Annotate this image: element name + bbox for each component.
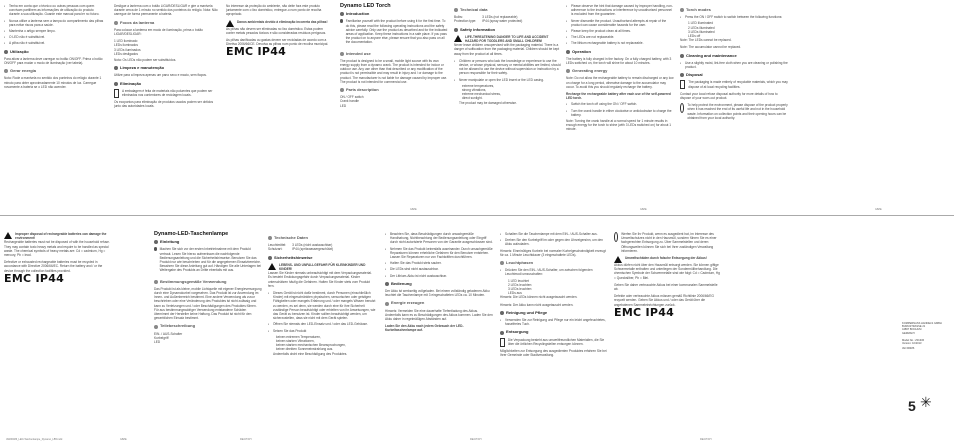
manufacturer-line: BURGSTRASSE 21	[902, 325, 926, 329]
note: Hinweis: Einminütiges Kurbeln bei normaler Kurbelgeschwindigkeit erzeugt für ca. 1 Minute Leuchtdauer (3 eingeschaltete LEDs).	[500, 248, 606, 257]
section-heading: Bedienung	[385, 282, 493, 286]
page-de-2	[268, 232, 376, 359]
page-footer: GB/IE	[875, 208, 882, 211]
bullet-icon	[114, 82, 118, 86]
paragraph: The product is designed to be a small, mobile light source with its own energy supply from a dynamo crank. The product is intended for indoor or outdoor use. Any use other than that described or any modification of the product is not permissible and may result in injury and / or damage to the product. The manufacturer is not liable for damage caused by improper use. The product is not intended for commercial use.	[340, 58, 448, 84]
danger-title: LIFE-THREATENING DANGER TO LIFE AND ACCIDENT HAZARD FOR TODDLERS AND SMALL CHILDREN!	[465, 34, 549, 44]
torch-icon	[340, 19, 343, 23]
paragraph: Hinweis: Vermeiden Sie eine dauerhafte Tiefentladung des Akkus. Andernfalls kann es zu Beschädigungen des Akkus kommen. Laden Sie den Akku daher in regelmäßigen Abständen auf.	[385, 308, 493, 322]
list-item: ▪ O LED não é substituível.	[4, 35, 104, 39]
paragraph: No interesse da proteção do ambiente, não deite fora este produto juntamente com o lixo doméstico, entregue-o num ponto de recolha apropriado.	[226, 4, 322, 17]
bin-icon	[680, 103, 684, 113]
section-heading: Intended use	[340, 52, 448, 56]
list-item: ▪ Setzen Sie das Produkt	[268, 329, 376, 333]
list-item: ▪ Drücken Sie den EIN- / AUS-Schalter, um zwischen folgenden Leuchtmodi umzuschalten:	[500, 268, 608, 276]
recycle-icon	[500, 338, 505, 347]
list-item: ▪ Nunca utilize a lanterna sem a tampa do compartimento das pilhas para evitar riscos para a saúde.	[4, 19, 104, 27]
ip44-logo: IP44	[257, 45, 287, 59]
bin-icon	[614, 232, 618, 242]
page-pt-2	[114, 4, 219, 112]
note: Note: Turning the crank handle at a normal speed for 1 minute results in enough energy for the torch to shine (with 3 LEDs switched on) for about 1 minute.	[566, 119, 672, 132]
mode-item: 1 LED iluminado	[114, 39, 138, 44]
section-heading: Energie erzeugen	[385, 301, 493, 305]
paragraph: Werfen Sie Ihr Produkt, wenn es ausgedient hat, im Interesse des Umweltschutzes nicht in den Hausmüll, sondern führen Sie es einer fachgerechten Entsorgung zu. Über Sammelstellen und deren Öffnungszeiten können Sie sich bei Ihrer zuständigen Verwaltung informieren.	[621, 232, 717, 253]
section-heading: Reinigung und Pflege	[500, 311, 608, 315]
list-item: ▪ Die LEDs sind nicht austauschbar.	[385, 267, 493, 271]
bullet-icon	[500, 311, 504, 315]
page-gb-4	[680, 4, 788, 123]
section-heading: Focos da lanterna	[114, 21, 219, 25]
paragraph: Der Akku ist werkseitig vollgeladen. Bei einem vollständig geladenen Akku leuchtet die Taschenlampe mit 3 eingeschalteten LEDs ca. 10 Minuten.	[385, 289, 490, 298]
page-pt-1	[4, 4, 104, 92]
page-footer: DE/AT/CH	[470, 438, 482, 441]
page-gb-5	[4, 232, 112, 285]
list-item: keinen starken Vibrationen,	[276, 339, 315, 344]
section-heading: Utilização	[4, 50, 104, 54]
section-heading: Limpeza e manutenção	[114, 66, 219, 70]
part-item: LED	[340, 103, 347, 108]
paragraph: Lassen Sie Kinder niemals unbeaufsichtigt mit dem Verpackungsmaterial. Es besteht Erstickungsgefahr durch Verpackungsmaterial. Kinder unterschätzen häufig die Gefahren. Halten Sie Kinder stets vom Produkt fern.	[268, 271, 372, 288]
bullet-icon	[340, 12, 344, 16]
note: Hinweis: Die LEDs können nicht ausgetauscht werden.	[500, 295, 578, 300]
torch-icon	[154, 247, 157, 251]
section-heading: Einleitung	[154, 240, 262, 244]
list-item: ▪ Öffnen Sie niemals den LED-Einsatz und / oder das LED-Gehäuse.	[268, 322, 376, 326]
table-row: Leuchtmittel: 3 LEDs (nicht austauschbar)	[268, 243, 333, 248]
mode-item: 3 LEDs leuchten	[508, 287, 532, 292]
page-gb-1	[340, 4, 448, 108]
paragraph: As pilhas danificadas ou gastas devem ser recicladas de acordo com a Diretiva 2006/66/CE. Devolva as pilhas num ponto de recolha municipal.	[226, 38, 329, 47]
bullet-icon	[385, 302, 389, 306]
list-item: ▪ Beachten Sie, dass Beschädigungen durch unsachgemäße Handhabung, Nichtbeachtung der Bedienungsanleitung oder Eingriff durch nicht autorisierte Personen von der Garantie ausgeschlossen sind.	[385, 232, 493, 245]
bullet-icon	[114, 66, 118, 70]
list-item: direct sunlight.	[462, 96, 483, 101]
bullet-icon	[680, 54, 684, 58]
paragraph: Desligue a lanterna com o botão LIGAR/DESLIGAR e gire a manivela durante cerca de 1 minuto no sentido dos ponteiros do relógio. Nota: Não carregue de forma permanente a bateria.	[114, 4, 218, 17]
page-footer: GB/IE	[120, 438, 127, 441]
paragraph: Contact your local refuse disposal authority for more details of how to dispose of your worn-out product.	[680, 91, 778, 101]
section-heading: Gerar energia	[4, 69, 104, 73]
mode-item: 3 LEDs illuminated	[688, 29, 715, 34]
warning-title: Improper disposal of rechargeable batteries can damage the environment!	[15, 232, 107, 241]
paragraph: A embalagem é feita de materiais não poluentes que podem ser eliminados nos contentores de reciclagem locais.	[122, 88, 213, 98]
manufacturer-line: 44867 BOCHUM	[902, 328, 922, 332]
recycle-icon	[114, 89, 119, 98]
manufacturer-info	[902, 322, 950, 350]
list-item: ▪ Press the ON / OFF switch to switch between the following functions:	[680, 15, 788, 19]
section-heading: Disposal	[680, 73, 788, 77]
page-de-1	[154, 232, 262, 344]
danger-title: LEBENS- UND UNFALLGEFAHR FÜR KLEINKINDER UND KINDER!	[279, 262, 366, 272]
warning-icon	[454, 35, 462, 42]
section-heading: Technical data	[454, 8, 562, 12]
part-item: ON / OFF switch	[340, 95, 364, 100]
paragraph: The packaging is made entirely of recyclable materials, which you may dispose of at local recycling facilities.	[688, 80, 788, 89]
model-number: Model No.: Z31336	[902, 338, 925, 342]
recharge-title: Recharge the rechargeable battery after each use of the self-powered LED torch.	[566, 92, 671, 101]
emc-logo: EMC	[614, 305, 642, 319]
warning-icon	[268, 263, 276, 270]
page-de-3	[385, 232, 493, 333]
paragraph: Die Verpackung besteht aus umweltfreundlichen Materialien, die Sie über die örtlichen Recyclingstellen entsorgen können.	[507, 337, 605, 346]
mode-item: LEDs desligados	[114, 51, 138, 56]
section-heading: Operation	[566, 50, 674, 54]
paragraph: Familiarise yourself with the product before using it for the first time. To do this, please read the following operating instructions and the safety advice carefully. Only use the product as described and for the indicated areas of application. Keep these instructions in a safe place. If you pass the product on to anyone else, please ensure that you also pass on all the documentation.	[345, 19, 448, 45]
section-heading: Technische Daten	[268, 236, 376, 240]
warning-icon	[614, 256, 622, 263]
section-heading: Parts description	[340, 88, 448, 92]
bullet-icon	[340, 52, 344, 56]
ian-number: IAN 96486	[902, 347, 915, 351]
page-de-4	[500, 232, 608, 360]
bullet-icon	[4, 69, 8, 73]
note: Nota: Os LEDs não podem ser substituídos.	[114, 58, 177, 63]
list-item: ▪ Never dismantle the product. Unauthorised attempts at repair of the product can cause considerable hazards for the user.	[566, 19, 674, 27]
bullet-icon	[154, 325, 158, 329]
table-row: Bulbs: 3 LEDs (not replaceable)	[454, 15, 518, 20]
paragraph: Para colocar a lanterna em modo de iluminação, prima o botão LIGAR/DESLIGAR:	[114, 27, 203, 37]
list-item: ▪ The LEDs are not replaceable.	[566, 35, 674, 39]
mode-item: LEDs aus	[508, 291, 522, 296]
part-item: Crank handle	[340, 99, 359, 104]
bullet-icon	[385, 282, 389, 286]
paragraph: As pilhas não devem ser eliminadas no lixo doméstico. Estas podem conter metais pesados tóxicos e são consideradas resíduos perigosos.	[226, 26, 327, 35]
list-item: ▪ A pilha não é substituível.	[4, 41, 104, 45]
list-item: strong vibrations,	[462, 88, 487, 93]
ip44-logo: IP44	[35, 271, 65, 285]
paragraph: Akkus dürfen nicht über den Hausmüll entsorgt werden. Sie können giftige Schwermetalle enthalten und unterliegen der Sondermüllbehandlung. Die chemischen Symbole der Schwermetalle sind wie folgt: Cd = Cadmium, Hg = Quecksilber, Pb = Blei.	[614, 263, 720, 280]
mode-item: 3 LEDs iluminados	[114, 47, 141, 52]
version: Version: 10/2013	[902, 342, 922, 346]
warning-title: Umweltschäden durch falsche Entsorgung der Akkus!	[625, 256, 707, 261]
bullet-icon	[500, 331, 504, 335]
list-item: ▪ Verwenden Sie zur Reinigung und Pflege nur ein leicht angefeuchtetes, fusselfreies Tuch.	[500, 318, 608, 326]
bullet-icon	[454, 28, 458, 32]
section-heading: Cleaning and maintenance	[680, 54, 788, 58]
tech-table	[454, 15, 528, 23]
part-item: EIN- / AUS-Schalter	[154, 331, 183, 336]
paragraph: Möglichkeiten zur Entsorgung des ausgedienten Produktes erfahren Sie bei Ihrer Gemeinde oder Stadtverwaltung.	[500, 349, 607, 358]
paragraph: Machen Sie sich vor der ersten Inbetriebnahme mit dem Produkt vertraut. Lesen Sie hierzu aufmerksam die nachfolgende Bedienungsanleitung und die Sicherheitshinweise. Benutzen Sie das Produkt nur wie beschrieben und für die angegebenen Einsatzbereiche. Bewahren Sie diese Anleitung gut auf. Händigen Sie alle Unterlagen bei Weitergabe des Produkts an Dritte ebenfalls mit aus.	[159, 247, 261, 273]
page-gb-2	[454, 4, 562, 108]
table-row: Protection type: IP44 (spray water protected)	[454, 19, 523, 24]
list-item: keinen extremen Temperaturen,	[276, 334, 321, 339]
list-item: ▪ Schalten Sie die Taschenlampe mit dem EIN- / AUS-Schalter aus.	[500, 232, 608, 236]
warning-icon	[226, 20, 234, 27]
paragraph: Defekte oder verbrauchte Akkus müssen gemäß Richtlinie 2006/66/EG recycelt werden. Geben Sie Akkus und / oder das Gerät über die angebotenen Sammeleinrichtungen zurück.	[614, 294, 714, 307]
recycle-icon	[680, 80, 685, 89]
paragraph: Andernfalls droht eine Beschädigung des Produktes.	[273, 351, 348, 356]
list-item: keiner direkten Sonneneinstrahlung aus.	[276, 347, 334, 352]
page-footer: DE/AT/CH	[700, 438, 712, 441]
note: Note: The LEDs cannot be replaced.	[680, 38, 732, 43]
list-item: ▪ Use a slightly moist, lint-free cloth when you are cleaning or polishing the product.	[680, 61, 788, 69]
page-gb-3	[566, 4, 674, 135]
list-item: ▪ Dieses Gerät ist nicht dafür bestimmt, durch Personen (einschließlich Kinder) mit eingeschränkten physischen, sensorischen oder geistigen Fähigkeiten oder mangels Erfahrung und / oder mangels Wissen benutzt zu werden, es sei denn, sie werden durch eine für ihre Sicherheit zuständige Person beaufsichtigt oder erhielten von ihr Anweisungen, wie das Gerät zu benutzen ist. Kinder sollten beaufsichtigt werden, um sicherzustellen, dass sie nicht mit dem Gerät spielen.	[268, 291, 376, 320]
paragraph: Note: Do not allow the rechargeable battery to remain discharged or any low on charge for a long period, otherwise damage to the accumulator may occur. To avoid this you should regularly recharge the battery.	[566, 76, 674, 89]
manufacturer-line: KOMPERNASS HANDELS GMBH	[902, 322, 942, 325]
emc-logo: EMC	[4, 271, 32, 285]
list-item: ▪ Halten Sie das Produkt stets sauber.	[385, 261, 493, 265]
list-item: extreme mechanical stress,	[462, 92, 501, 97]
bullet-icon	[340, 88, 344, 92]
paragraph: Nota: Rode a manivela no sentido dos ponteiros do relógio durante 1 minuto para obter aproximadamente 10 minutos de luz. Carregue novamente a bateria se o LED não acender.	[4, 76, 102, 89]
list-item: ▪ Switch the torch off using the ON / OFF switch.	[566, 102, 674, 106]
paragraph: The product may be damaged otherwise.	[459, 100, 517, 105]
section-heading: Generating energy	[566, 69, 674, 73]
list-item: ▪ Please observe the hint that damage caused by improper handling, non-adherence to the instructions or interference by unauthorised personnel is excluded from the guarantee.	[566, 4, 674, 17]
note: Note: The accumulator cannot be replaced.	[680, 45, 742, 50]
paragraph: Para ativar a lanterna deve carregar no botão ON/OFF. Prima o botão ON/OFF para mudar o modo de iluminação (ver tabela).	[4, 56, 103, 66]
mode-item: 1 LED leuchtet	[508, 278, 529, 283]
paragraph: Utilize para a limpeza apenas um pano seco e macio, sem fiapos.	[114, 73, 207, 78]
paragraph: Das Produkt ist als kleine, mobile Lichtquelle mit eigener Energieversorgung durch eine Dynamokurbel vorgesehen. Das Produkt ist zur Anwendung im Innen- und Außenbereich bestimmt. Eine andere Verwendung als zuvor beschrieben oder eine Veränderung des Produktes ist nicht zulässig und kann zu Verletzungen und / oder Beschädigungen des Produktes führen. Für aus bestimmungswidriger Verwendung entstandene Schäden übernimmt der Hersteller keine Haftung. Das Produkt ist nicht für den gewerblichen Einsatz bestimmt.	[154, 286, 262, 321]
warning-icon	[4, 232, 12, 239]
list-item: ▪ Turn the crank handle in either clockwise or anticlockwise to charge the battery.	[566, 109, 674, 117]
page-footer: DE/AT/CH	[240, 438, 252, 441]
bullet-icon	[454, 8, 458, 12]
bullet-icon	[154, 280, 158, 284]
page-title: Dynamo-LED-Taschenlampe	[154, 231, 229, 237]
list-item: extreme temperatures,	[462, 83, 495, 88]
list-item: ▪ Mantenha o artigo sempre limpo.	[4, 29, 104, 33]
part-item: Kurbelgriff	[154, 335, 169, 340]
bullet-icon	[114, 21, 118, 25]
list-item: ▪ Please keep the product clean at all times.	[566, 29, 674, 33]
paragraph: The battery is fully charged in the factory. On a fully charged battery, with 3 LEDs switched on, the torch will shine for about 10 minutes.	[566, 56, 672, 66]
mode-item: 2 LEDs leuchten	[508, 282, 532, 287]
list-item: ▪ Tenha em conta que o técnico ou outras pessoas com quem convivam partilhem as informações de utilização do produto durante a sua utilização. Guarde este manual para ler no futuro.	[4, 4, 104, 17]
star-icon: ✳	[920, 394, 932, 410]
bullet-icon	[268, 256, 272, 260]
recharge-title: Laden Sie den Akku nach jedem Gebrauch der LED-Kurbeltaschenlampe auf.	[385, 324, 464, 333]
list-item: ▪ Drehen Sie den Kurbelgriff im oder gegen den Uhrzeigersinn, um den Akku aufzuladen.	[500, 238, 608, 246]
paragraph: Rechargeable batteries must not be disposed of with the household refuse. They may contain toxic heavy metals and require to be handled as special waste. The chemical symbols of heavy metals are: Cd = cadmium, Hg = mercury, Pb = lead.	[4, 240, 110, 258]
bullet-icon	[680, 8, 684, 12]
bullet-icon	[4, 50, 8, 54]
list-item: keinen starken mechanischen Beanspruchungen,	[276, 343, 346, 348]
page-big-number: 5	[908, 398, 916, 414]
section-heading: Introduction	[340, 12, 448, 16]
page-footer: GB/IE	[410, 208, 417, 211]
bullet-icon	[566, 50, 570, 54]
section-heading: Eliminação	[114, 82, 219, 86]
paragraph: Geben Sie daher verbrauchte Akkus bei einer kommunalen Sammelstelle ab.	[614, 282, 718, 292]
manufacturer-line: GERMANY	[902, 331, 916, 335]
page-fold-line	[0, 215, 954, 216]
section-heading: Teilebeschreibung	[154, 324, 262, 328]
bullet-icon	[268, 236, 272, 240]
mode-item: LEDs iluminados	[114, 43, 138, 48]
list-item: ▪ Never manipulate or open the LED insert or the LED casing.	[454, 78, 562, 82]
bullet-icon	[154, 240, 158, 244]
mode-item: 1 LED illuminated	[688, 21, 713, 26]
bullet-icon	[566, 69, 570, 73]
mode-item: 2 LEDs illuminated	[688, 25, 715, 30]
paragraph: Never leave children unsupervised with the packaging material. There is a danger of suffocation from the packaging material. Children should be kept away from the product at all times.	[454, 43, 560, 56]
page-de-5	[614, 232, 722, 319]
section-heading: Torch modes	[680, 8, 788, 12]
ip44-logo: IP44	[645, 305, 675, 319]
list-item: ▪ Nehmen Sie das Produkt keinesfalls auseinander. Durch unsachgemäße Reparaturen können erhebliche Gefahren für den Benutzer entstehen. Lassen Sie Reparaturen nur von Fachkräften durchführen.	[385, 247, 493, 260]
page-pt-3	[226, 4, 331, 59]
paragraph: Defective or exhausted rechargeable batteries must be recycled in accordance with Directive 2006/66/EC. Return the battery and / or the device through the collection facilities provided.	[4, 260, 103, 273]
page-title: Dynamo LED Torch	[340, 3, 391, 9]
section-heading: Leuchtphasen	[500, 261, 608, 265]
paragraph: To help protect the environment, please dispose of the product properly when it has reached the end of its useful life and not in the household waste. Information on collection points and their opening hours can be obtained from your local authority.	[687, 103, 788, 120]
mode-item: LEDs off	[688, 34, 701, 39]
file-footer: IAN96486_LED-Taschenlampe_Dynamo_LB5.indd	[6, 438, 63, 441]
list-item: ▪ Der Lithium-Akku ist nicht austauschbar.	[385, 274, 493, 278]
note: Hinweis: Der Akku kann nicht ausgetauscht werden.	[500, 302, 574, 307]
section-heading: Safety information	[454, 28, 562, 32]
tech-table	[268, 243, 339, 251]
section-heading: Entsorgung	[500, 330, 608, 334]
list-item: ▪ The lithium rechargeable battery is not replaceable.	[566, 41, 674, 45]
emc-logo: EMC	[226, 45, 254, 59]
section-heading: Sicherheitshinweise	[268, 256, 376, 260]
section-heading: Bestimmungsgemäße Verwendung	[154, 280, 262, 284]
page-footer: GB/IE	[640, 208, 647, 211]
bullet-icon	[680, 73, 684, 77]
paragraph: Os ecopontos para eliminação de produtos usados podem ser obtidos junto das autoridades locais.	[114, 100, 214, 109]
bullet-icon	[500, 261, 504, 265]
warning-title: Danos ambientais devido à eliminação incorreta das pilhas!	[237, 19, 328, 24]
list-item: ▪ Children or persons who lack the knowledge or experience to use the device, or whose physical, sensory or mental abilities are limited, should not be allowed to use the device without supervision or instruction by a person responsible for their safety.	[454, 59, 562, 76]
table-row: Schutzart: IP44 (spritzwassergeschützt)	[268, 247, 333, 252]
part-item: LED	[154, 340, 161, 345]
